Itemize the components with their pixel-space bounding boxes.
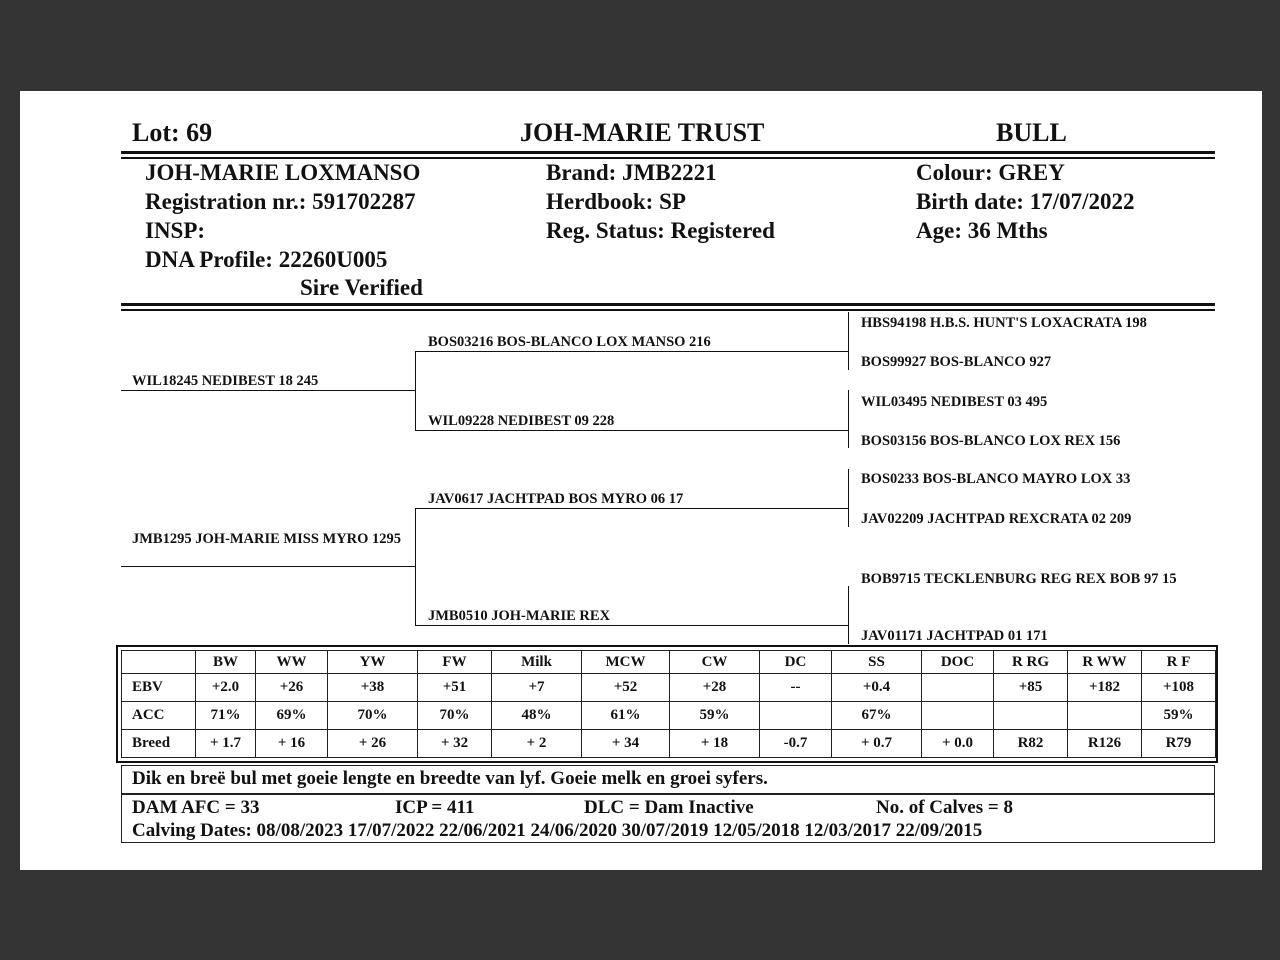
ebv-cell: +0.4	[832, 674, 922, 702]
number-of-calves: No. of Calves = 8	[876, 797, 1013, 818]
pedigree-dam: JMB1295 JOH-MARIE MISS MYRO 1295	[132, 531, 402, 547]
ebv-row	[122, 674, 1216, 702]
breed-cell: R126	[1068, 730, 1142, 758]
ss-line	[415, 351, 848, 352]
ebv-cell: +51	[418, 674, 492, 702]
acc-cell: 48%	[492, 702, 582, 730]
birth-date: Birth date: 17/07/2022	[916, 189, 1135, 214]
ebv-cell: +85	[994, 674, 1068, 702]
registration-number: Registration nr.: 591702287	[145, 189, 416, 214]
ebv-cell: --	[760, 674, 832, 702]
breed-cell: + 1.7	[196, 730, 256, 758]
dam-afc: DAM AFC = 33	[132, 797, 260, 818]
ebv-cell: +52	[582, 674, 670, 702]
brand: Brand: JMB2221	[546, 160, 717, 185]
breed-cell: + 34	[582, 730, 670, 758]
sd-branch	[848, 390, 849, 448]
info-rule-thin	[121, 309, 1215, 311]
acc-row	[122, 702, 1216, 730]
comment-text: Dik en breë bul met goeie lengte en breedte van lyf. Goeie melk en groei syfers.	[132, 768, 768, 789]
ebv-header-cell: MCW	[582, 651, 670, 674]
pedigree-dss: BOS0233 BOS-BLANCO MAYRO LOX 33	[861, 471, 1131, 487]
ds-line	[415, 508, 848, 509]
dna-profile: DNA Profile: 22260U005	[145, 247, 388, 272]
ebv-header-cell: R F	[1142, 651, 1216, 674]
acc-cell: 69%	[256, 702, 328, 730]
ebv-header-cell: DOC	[922, 651, 994, 674]
ebv-cell: +26	[256, 674, 328, 702]
ebv-header-cell: R WW	[1068, 651, 1142, 674]
comment-box	[121, 765, 1215, 794]
sire-verified: Sire Verified	[300, 275, 423, 300]
dam-branch	[415, 508, 416, 625]
pedigree-dds: BOB9715 TECKLENBURG REG REX BOB 97 15	[861, 571, 1177, 587]
header-rule-thick	[121, 151, 1215, 154]
dlc: DLC = Dam Inactive	[584, 797, 754, 818]
herdbook: Herdbook: SP	[546, 189, 686, 214]
ebv-cell: +108	[1142, 674, 1216, 702]
acc-cell	[994, 702, 1068, 730]
ebv-header-cell: CW	[670, 651, 760, 674]
info-rule-thick	[121, 303, 1215, 306]
dd-branch	[848, 586, 849, 644]
acc-cell	[1068, 702, 1142, 730]
pedigree-sdd: BOS03156 BOS-BLANCO LOX REX 156	[861, 433, 1121, 449]
ebv-cell	[922, 674, 994, 702]
ss-branch	[848, 312, 849, 370]
icp: ICP = 411	[395, 797, 475, 818]
calving-dates: Calving Dates: 08/08/2023 17/07/2022 22/06/2021 24/06/2020 30/07/2019 12/05/2018 12/03/2017 22/09/2015	[132, 820, 983, 841]
header-rule-thin	[121, 157, 1215, 159]
sire-branch	[415, 351, 416, 430]
acc-cell: 70%	[328, 702, 418, 730]
registration-status: Reg. Status: Registered	[546, 218, 775, 243]
breed-cell: + 0.7	[832, 730, 922, 758]
pedigree-dsd: JAV02209 JACHTPAD REXCRATA 02 209	[861, 511, 1132, 527]
acc-cell: 67%	[832, 702, 922, 730]
ebv-header-cell: YW	[328, 651, 418, 674]
acc-cell: 61%	[582, 702, 670, 730]
breed-cell: + 32	[418, 730, 492, 758]
pedigree-dam-dam: JMB0510 JOH-MARIE REX	[428, 608, 611, 624]
breed-cell: + 0.0	[922, 730, 994, 758]
age: Age: 36 Mths	[916, 218, 1048, 243]
dd-line	[415, 625, 848, 626]
breed-row	[122, 730, 1216, 758]
pedigree-sire: WIL18245 NEDIBEST 18 245	[132, 373, 319, 389]
ebv-cell: +7	[492, 674, 582, 702]
footer-box	[121, 794, 1215, 843]
pedigree-sds: WIL03495 NEDIBEST 03 495	[861, 394, 1048, 410]
acc-cell: 71%	[196, 702, 256, 730]
ebv-header-cell	[122, 651, 196, 674]
ebv-header-cell: FW	[418, 651, 492, 674]
dam-line	[121, 566, 415, 567]
ebv-cell: +28	[670, 674, 760, 702]
breed-cell: R82	[994, 730, 1068, 758]
acc-cell: 70%	[418, 702, 492, 730]
breed-cell: + 2	[492, 730, 582, 758]
ds-branch	[848, 469, 849, 527]
owner-name: JOH-MARIE TRUST	[520, 118, 765, 147]
pedigree-sss: HBS94198 H.B.S. HUNT'S LOXACRATA 198	[861, 315, 1147, 331]
ebv-header-cell: BW	[196, 651, 256, 674]
breed-cell: + 16	[256, 730, 328, 758]
sire-line	[121, 390, 415, 391]
breed-cell: R79	[1142, 730, 1216, 758]
acc-cell: 59%	[1142, 702, 1216, 730]
lot-number: Lot: 69	[132, 118, 213, 147]
ebv-header-cell: R RG	[994, 651, 1068, 674]
breed-cell: -0.7	[760, 730, 832, 758]
breed-cell: + 26	[328, 730, 418, 758]
ebv-header-cell: SS	[832, 651, 922, 674]
ebv-header-row	[122, 651, 1216, 674]
ebv-header-cell: DC	[760, 651, 832, 674]
pedigree-sire-sire: BOS03216 BOS-BLANCO LOX MANSO 216	[428, 334, 711, 350]
acc-cell	[760, 702, 832, 730]
ebv-cell: +182	[1068, 674, 1142, 702]
pedigree-ddd: JAV01171 JACHTPAD 01 171	[861, 628, 1048, 644]
ebv-header-cell: WW	[256, 651, 328, 674]
pedigree-dam-sire: JAV0617 JACHTPAD BOS MYRO 06 17	[428, 491, 684, 507]
breed-row-label: Breed	[122, 730, 196, 758]
colour: Colour: GREY	[916, 160, 1065, 185]
sd-line	[415, 430, 848, 431]
insp: INSP:	[145, 218, 206, 243]
animal-type: BULL	[996, 118, 1067, 147]
acc-cell	[922, 702, 994, 730]
breed-cell: + 18	[670, 730, 760, 758]
animal-name: JOH-MARIE LOXMANSO	[145, 160, 421, 185]
ebv-cell: +38	[328, 674, 418, 702]
ebv-header-cell: Milk	[492, 651, 582, 674]
ebv-row-label: EBV	[122, 674, 196, 702]
ebv-table	[121, 650, 1216, 758]
acc-cell: 59%	[670, 702, 760, 730]
ebv-cell: +2.0	[196, 674, 256, 702]
pedigree-sire-dam: WIL09228 NEDIBEST 09 228	[428, 413, 615, 429]
pedigree-ssd: BOS99927 BOS-BLANCO 927	[861, 354, 1052, 370]
acc-row-label: ACC	[122, 702, 196, 730]
